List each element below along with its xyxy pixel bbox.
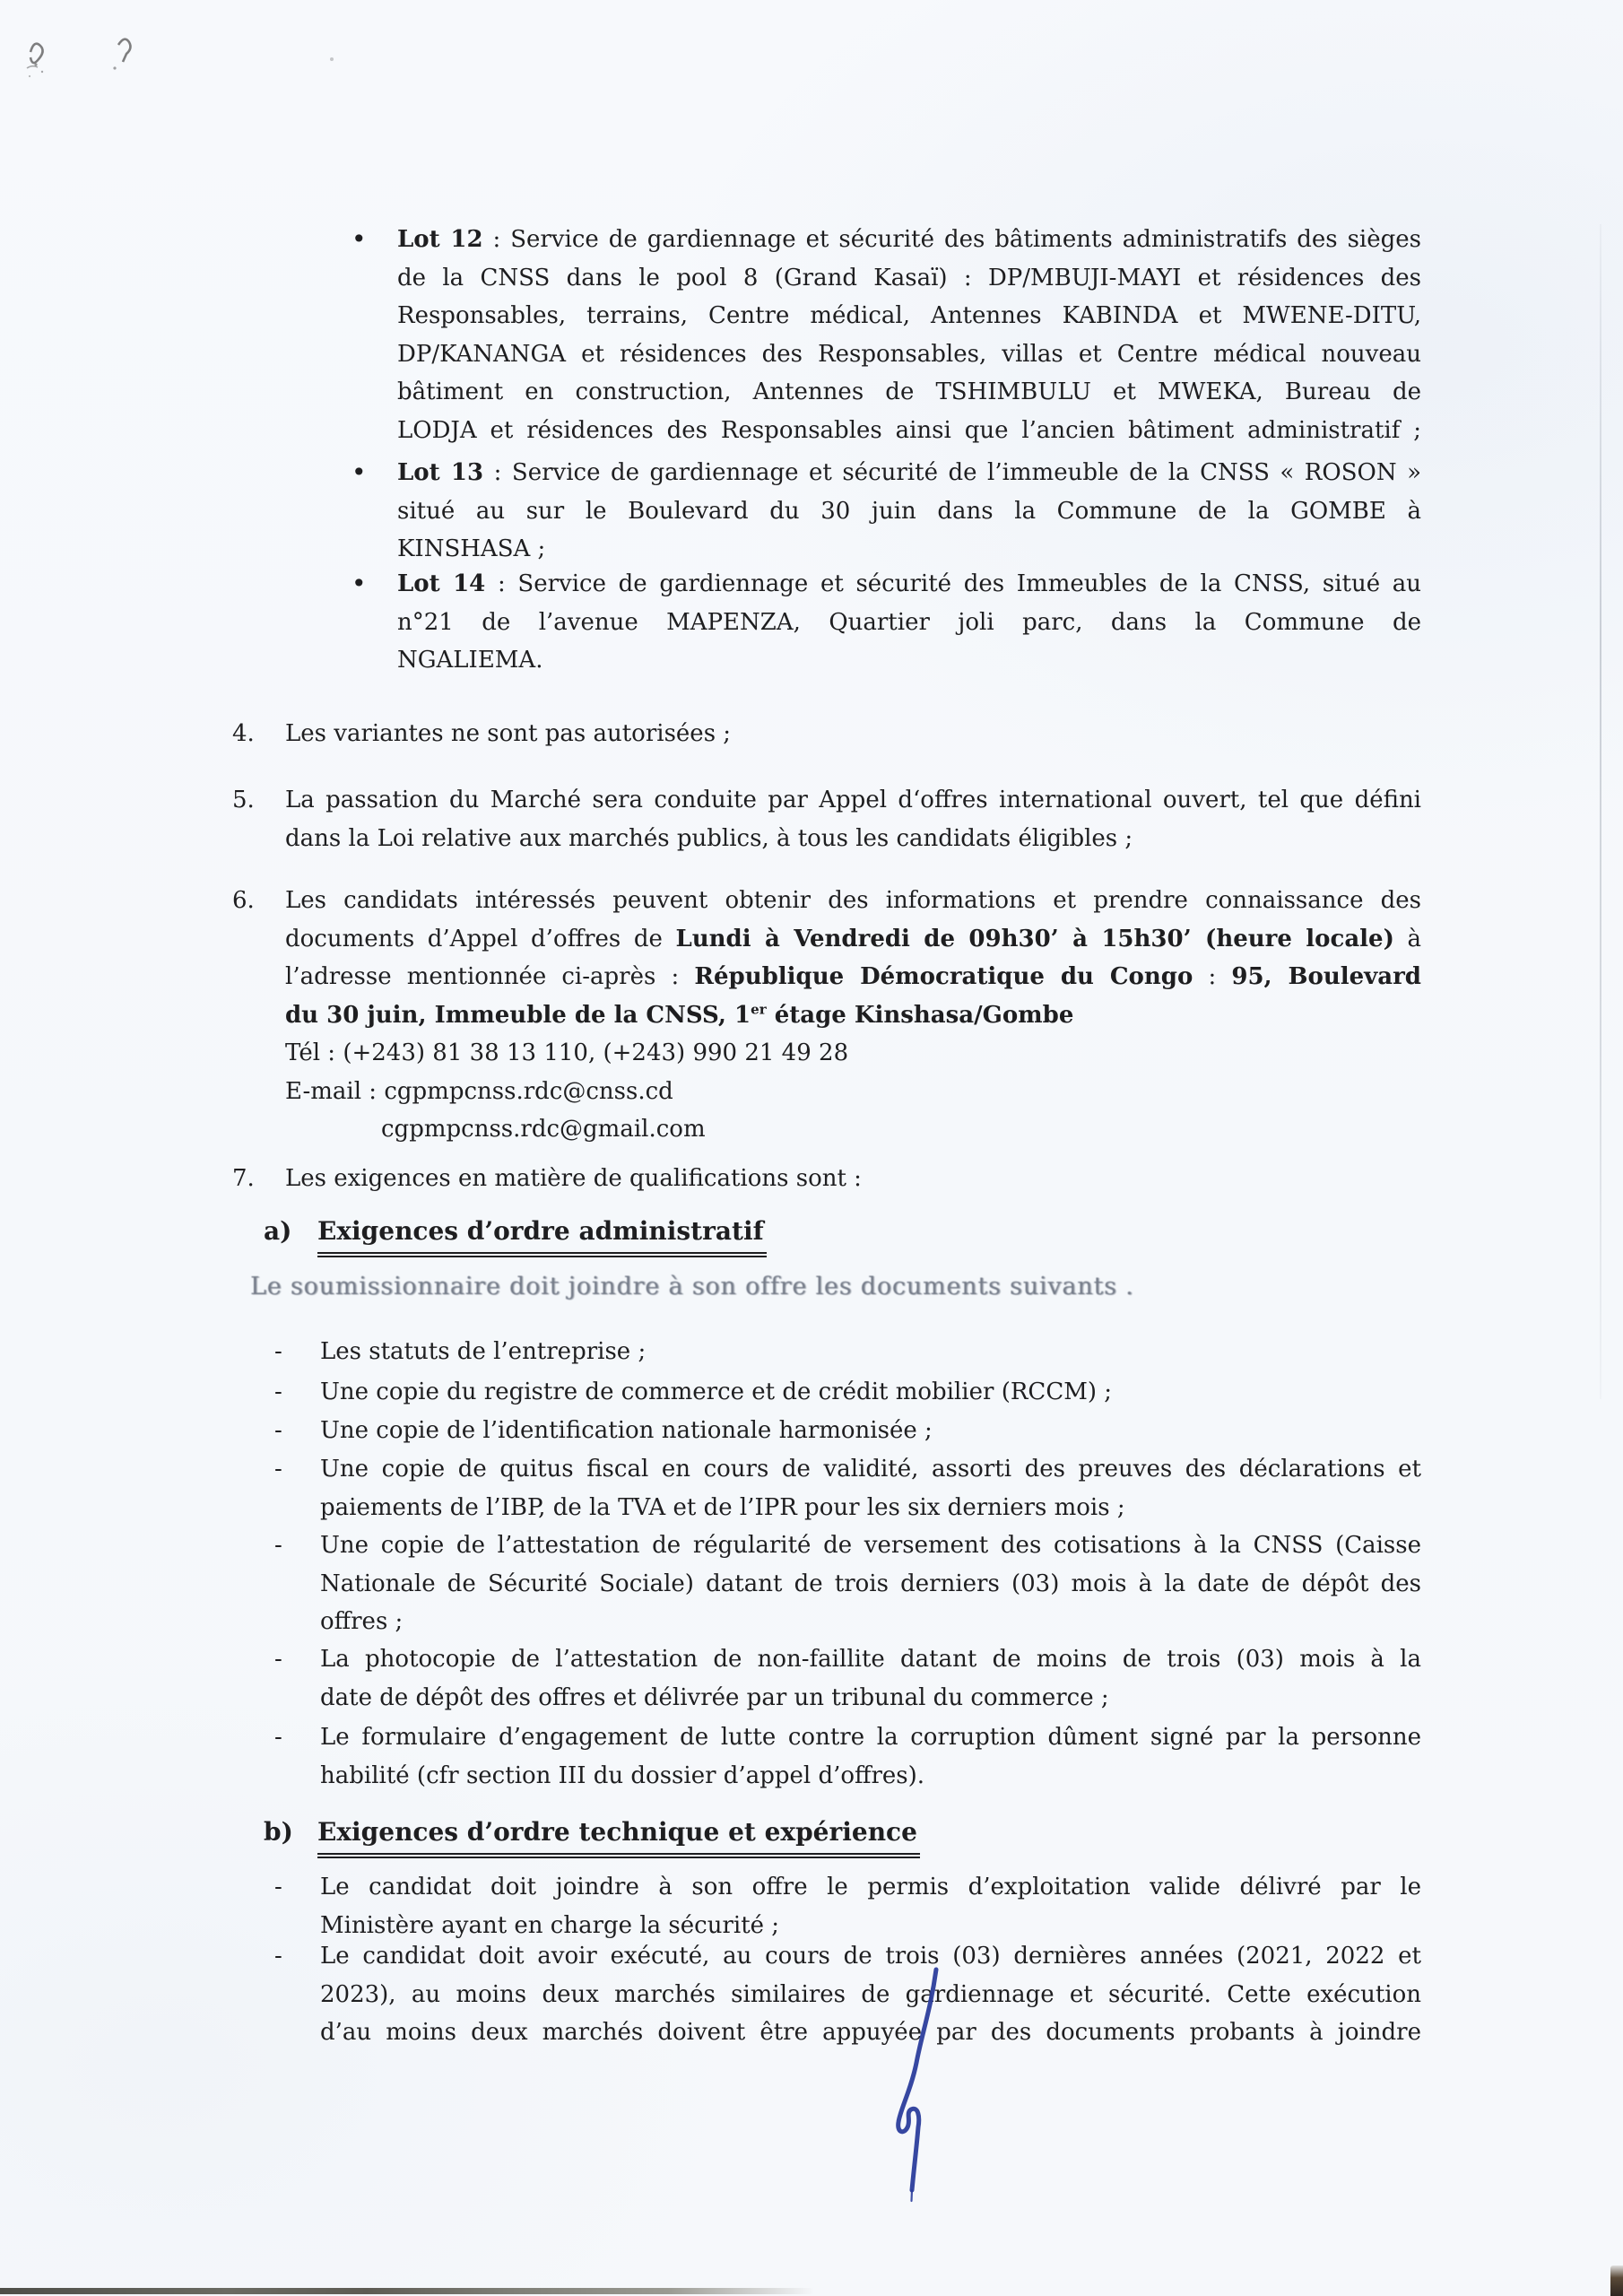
text-run: date de dépôt des offres et délivrée par un tribunal du commerce ; — [320, 1683, 1109, 1711]
list-marker: - — [274, 1943, 282, 1970]
text-run: paiements de l’IBP, de la TVA et de l’IPR pour les six derniers mois ; — [320, 1493, 1125, 1521]
req-idnat — [274, 1412, 1421, 1450]
text-run: étage Kinshasa/Gombe — [766, 1001, 1074, 1029]
text-run: : Service de gardiennage et sécurité des Immeubles de la CNSS, situé au — [485, 570, 1421, 597]
text-run: Les candidats intéressés peuvent obtenir des informations et prendre connaissance des — [285, 887, 1421, 914]
req-permis — [274, 1868, 1421, 1944]
text-run: Les exigences en matière de qualifications sont : — [285, 1165, 862, 1192]
list-marker: - — [274, 1338, 282, 1365]
heading-b — [264, 1813, 1421, 1852]
text-run: La photocopie de l’attestation de non-faillite datant de moins de trois (03) mois à la — [320, 1646, 1421, 1673]
lot-12-item — [352, 221, 1421, 449]
text-run: offres ; — [320, 1608, 404, 1635]
list-marker: - — [274, 1378, 282, 1405]
text-run: Une copie du registre de commerce et de crédit mobilier (RCCM) ; — [320, 1378, 1112, 1405]
bullet-icon: • — [352, 569, 367, 598]
text-run: KINSHASA ; — [397, 535, 546, 562]
text-run: Lot 12 — [397, 226, 483, 253]
req-formulaire — [274, 1718, 1421, 1795]
text-run: Responsables, terrains, Centre médical, Antennes KABINDA et MWENE-DITU, — [397, 302, 1421, 329]
list-marker: b) — [264, 1817, 293, 1847]
list-marker: - — [274, 1724, 282, 1751]
req-quitus — [274, 1450, 1421, 1526]
text-run: : Service de gardiennage et sécurité de l’immeuble de la CNSS « ROSON » — [483, 459, 1421, 486]
text-run: situé au sur le Boulevard du 30 juin dans la Commune de la GOMBE à — [397, 497, 1421, 525]
text-run: : Service de gardiennage et sécurité des bâtiments administratifs des sièges — [482, 226, 1421, 253]
text-run: dans la Loi relative aux marchés publics, à tous les candidats éligibles ; — [285, 824, 1133, 852]
text-run: Une copie de l’attestation de régularité de versement des cotisations à la CNSS (Caisse — [320, 1532, 1421, 1559]
lot-13-item — [352, 454, 1421, 569]
text-run: habilité (cfr section III du dossier d’appel d’offres). — [320, 1761, 925, 1789]
text-run: E-mail : cgpmpcnss.rdc@cnss.cd — [285, 1077, 673, 1105]
text-run: La passation du Marché sera conduite par Appel d‘offres international ouvert, tel que défini — [285, 787, 1421, 813]
text-run: bâtiment en construction, Antennes de TSHIMBULU et MWEKA, Bureau de — [397, 378, 1421, 405]
text-run: Tél : (+243) 81 38 13 110, (+243) 990 21 49 28 — [285, 1039, 849, 1066]
text-run: d’au moins deux marchés doivent être appuyée par des documents probants à joindre — [320, 2019, 1421, 2046]
text-run: Lundi à Vendredi de 09h30’ à 15h30’ (heure locale) — [675, 925, 1394, 952]
text-run: Exigences d’ordre technique et expérience — [317, 1817, 917, 1847]
req-cnss — [274, 1526, 1421, 1641]
section-heading-text — [317, 1213, 767, 1257]
text-run: cgpmpcnss.rdc@gmail.com — [381, 1116, 706, 1143]
list-marker: 4. — [232, 720, 255, 747]
item-4 — [232, 715, 1421, 753]
text-run: n°21 de l’avenue MAPENZA, Quartier joli parc, dans la Commune de — [397, 608, 1421, 636]
item-5 — [232, 781, 1421, 857]
text-run: Ministère ayant en charge la sécurité ; — [320, 1911, 780, 1939]
text-run: 2023), au moins deux marchés similaires de gardiennage et sécurité. Cette exécution — [320, 1980, 1421, 2008]
text-run: Nationale de Sécurité Sociale) datant de trois derniers (03) mois à la date de dépôt des — [320, 1570, 1421, 1597]
text-run: du 30 juin, Immeuble de la CNSS, 1 — [285, 1001, 751, 1029]
text-run: 95, Boulevard — [1231, 963, 1421, 990]
text-run: Lot 14 — [397, 570, 486, 597]
text-run: documents d’Appel d’offres de — [285, 925, 676, 952]
text-run: Le formulaire d’engagement de lutte contre la corruption dûment signé par la personne — [320, 1724, 1421, 1751]
list-marker: 6. — [232, 887, 255, 914]
text-run: er — [751, 1000, 767, 1017]
intro-line — [250, 1268, 1421, 1307]
text-run: DP/KANANGA et résidences des Responsables, villas et Centre médical nouveau — [397, 340, 1421, 368]
req-rccm — [274, 1373, 1421, 1412]
lot-14-item — [352, 565, 1421, 680]
text-run: NGALIEMA. — [397, 647, 543, 674]
text-run: LODJA et résidences des Responsables ainsi que l’ancien bâtiment administratif ; — [397, 416, 1421, 444]
item-6 — [232, 882, 1421, 1149]
req-statuts — [274, 1333, 1421, 1371]
list-marker: - — [274, 1456, 282, 1483]
text-run: Une copie de quitus fiscal en cours de validité, assorti des preuves des déclarations et — [320, 1456, 1421, 1483]
list-marker: - — [274, 1417, 282, 1444]
list-marker: a) — [264, 1216, 292, 1246]
text-run: République Démocratique du Congo — [694, 963, 1193, 990]
req-experience — [274, 1937, 1421, 2052]
list-marker: - — [274, 1646, 282, 1673]
text-run: l’adresse mentionnée ci-après : — [285, 963, 695, 990]
text-run: : — [1193, 963, 1232, 990]
list-marker: - — [274, 1532, 282, 1559]
text-run: Lot 13 — [397, 459, 484, 486]
text-run: Le soumissionnaire doit joindre à son offre les documents suivants . — [250, 1273, 1134, 1300]
text-run: Les statuts de l’entreprise ; — [320, 1338, 647, 1365]
text-run: Une copie de l’identification nationale harmonisée ; — [320, 1417, 933, 1444]
text-run: Exigences d’ordre administratif — [317, 1216, 764, 1246]
heading-a — [264, 1213, 1421, 1251]
text-run: de la CNSS dans le pool 8 (Grand Kasaï) : DP/MBUJI-MAYI et résidences des — [397, 264, 1421, 291]
text-run: Le candidat doit avoir exécuté, au cours de trois (03) dernières années (2021, 2022 et — [320, 1943, 1421, 1970]
item-7 — [232, 1160, 1421, 1198]
text-run: à — [1393, 925, 1421, 952]
section-heading-text — [317, 1813, 920, 1858]
bullet-icon: • — [352, 457, 367, 487]
list-marker: 5. — [232, 787, 255, 813]
text-run: Le candidat doit joindre à son offre le permis d’exploitation valide délivré par le — [320, 1874, 1421, 1900]
list-marker: 7. — [232, 1165, 255, 1192]
req-non-faillite — [274, 1640, 1421, 1717]
list-marker: - — [274, 1874, 282, 1900]
bullet-icon: • — [352, 224, 367, 254]
text-run: Les variantes ne sont pas autorisées ; — [285, 720, 732, 747]
